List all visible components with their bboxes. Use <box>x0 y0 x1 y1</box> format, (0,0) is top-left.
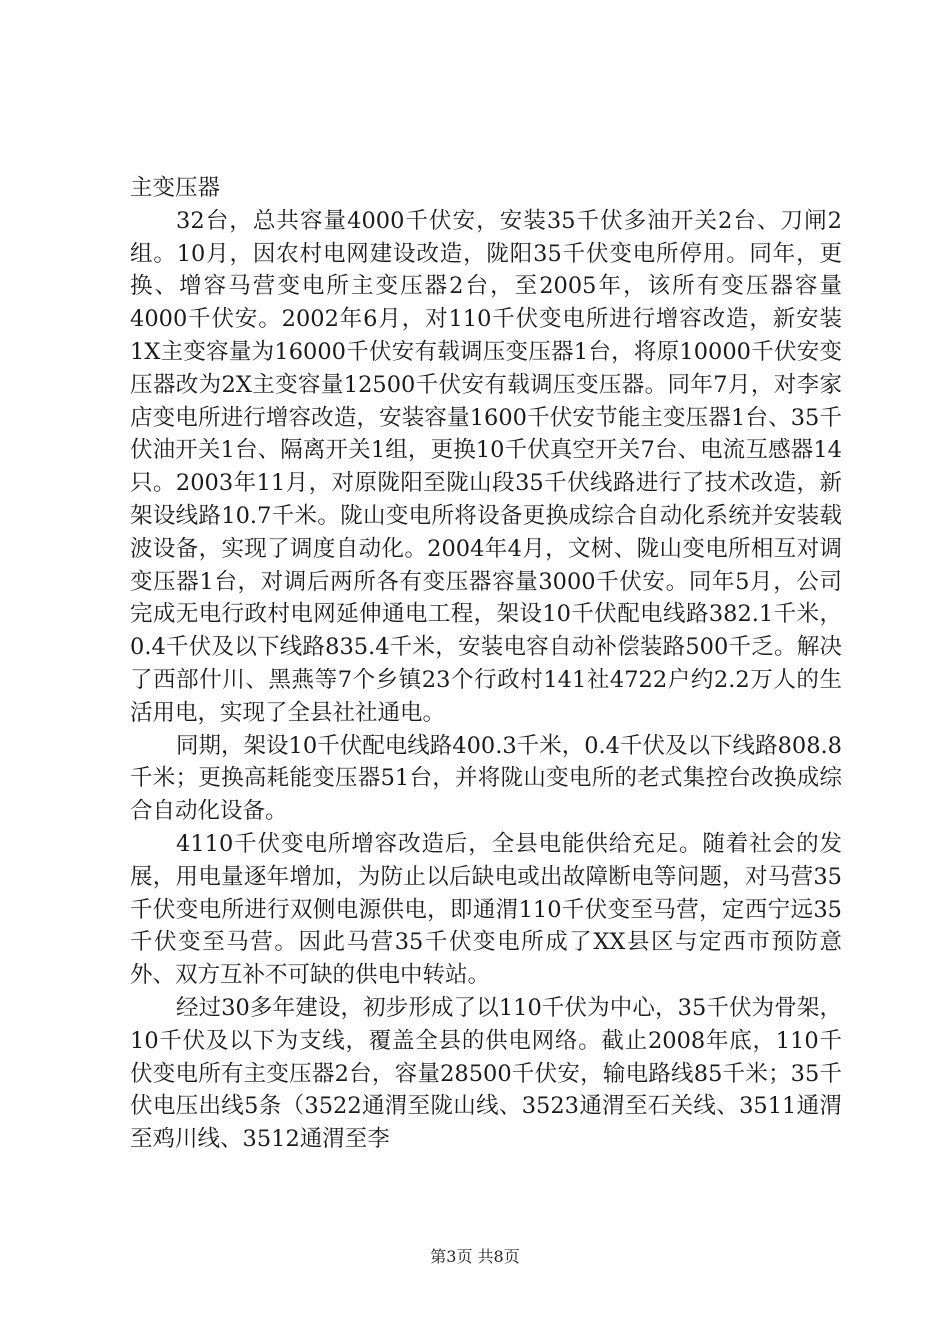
document-body <box>130 172 842 1156</box>
paragraph-2: 同期，架设10千伏配电线路400.3千米，0.4千伏及以下线路808.8千米；更换高耗能变压器51台，并将陇山变电所的老式集控台改换成综合自动化设备。 <box>130 732 842 825</box>
paragraph-3: 4110千伏变电所增容改造后，全县电能供给充足。随着社会的发展，用电量逐年增加，为防止以后缺电或出故障断电等问题，对马营35千伏变电所进行双侧电源供电，即通渭110千伏变至马营，定西宁远35千伏变至马营。因此马营35千伏变电所成了XX县区与定西市预防意外、双方互补不可缺的供电中转站。 <box>130 830 842 989</box>
paragraph-1: 32台，总共容量4000千伏安，安装35千伏多油开关2台、刀闸2组。10月，因农村电网建设改造，陇阳35千伏变电所停用。同年，更换、增容马营变电所主变压器2台，至2005年，该所有变压器容量4000千伏安。2002年6月，对110千伏变电所进行增容改造，新安装1X主变容量为16000千伏安有载调压变压器1台，将原10000千伏安变压器改为2X主变容量12500千伏安有载调压变压器。同年7月，对李家店变电所进行增容改造，安装容量1600千伏安节能主变压器1台、35千伏油开关1台、隔离开关1组，更换10千伏真空开关7台、电流互感器14只。2003年11月，对原陇阳至陇山段35千伏线路进行了技术改造，新架设线路10.7千米。陇山变电所将设备更换成综合自动化系统并安装载波设备，实现了调度自动化。2004年4月，文树、陇山变电所相互对调变压器1台，对调后两所各有变压器容量3000千伏安。同年5月，公司完成无电行政村电网延伸通电工程，架设10千伏配电线路382.1千米，0.4千伏及以下线路835.4千米，安装电容自动补偿装路500千乏。解决了西部什川、黑燕等7个乡镇23个行政村141社4722户约2.2万人的生活用电，实现了全县社社通电。 <box>130 207 842 726</box>
section-heading: 主变压器 <box>130 175 221 201</box>
paragraph-4: 经过30多年建设，初步形成了以110千伏为中心，35千伏为骨架，10千伏及以下为支线，覆盖全县的供电网络。截止2008年底，110千伏变电所有主变压器2台，容量28500千伏安，输电路线85千米；35千伏电压出线5条（3522通渭至陇山线、3523通渭至石关线、3511通渭至鸡川线、3512通渭至李 <box>130 994 842 1153</box>
page-footer: 第3页 共8页 <box>430 1247 520 1266</box>
